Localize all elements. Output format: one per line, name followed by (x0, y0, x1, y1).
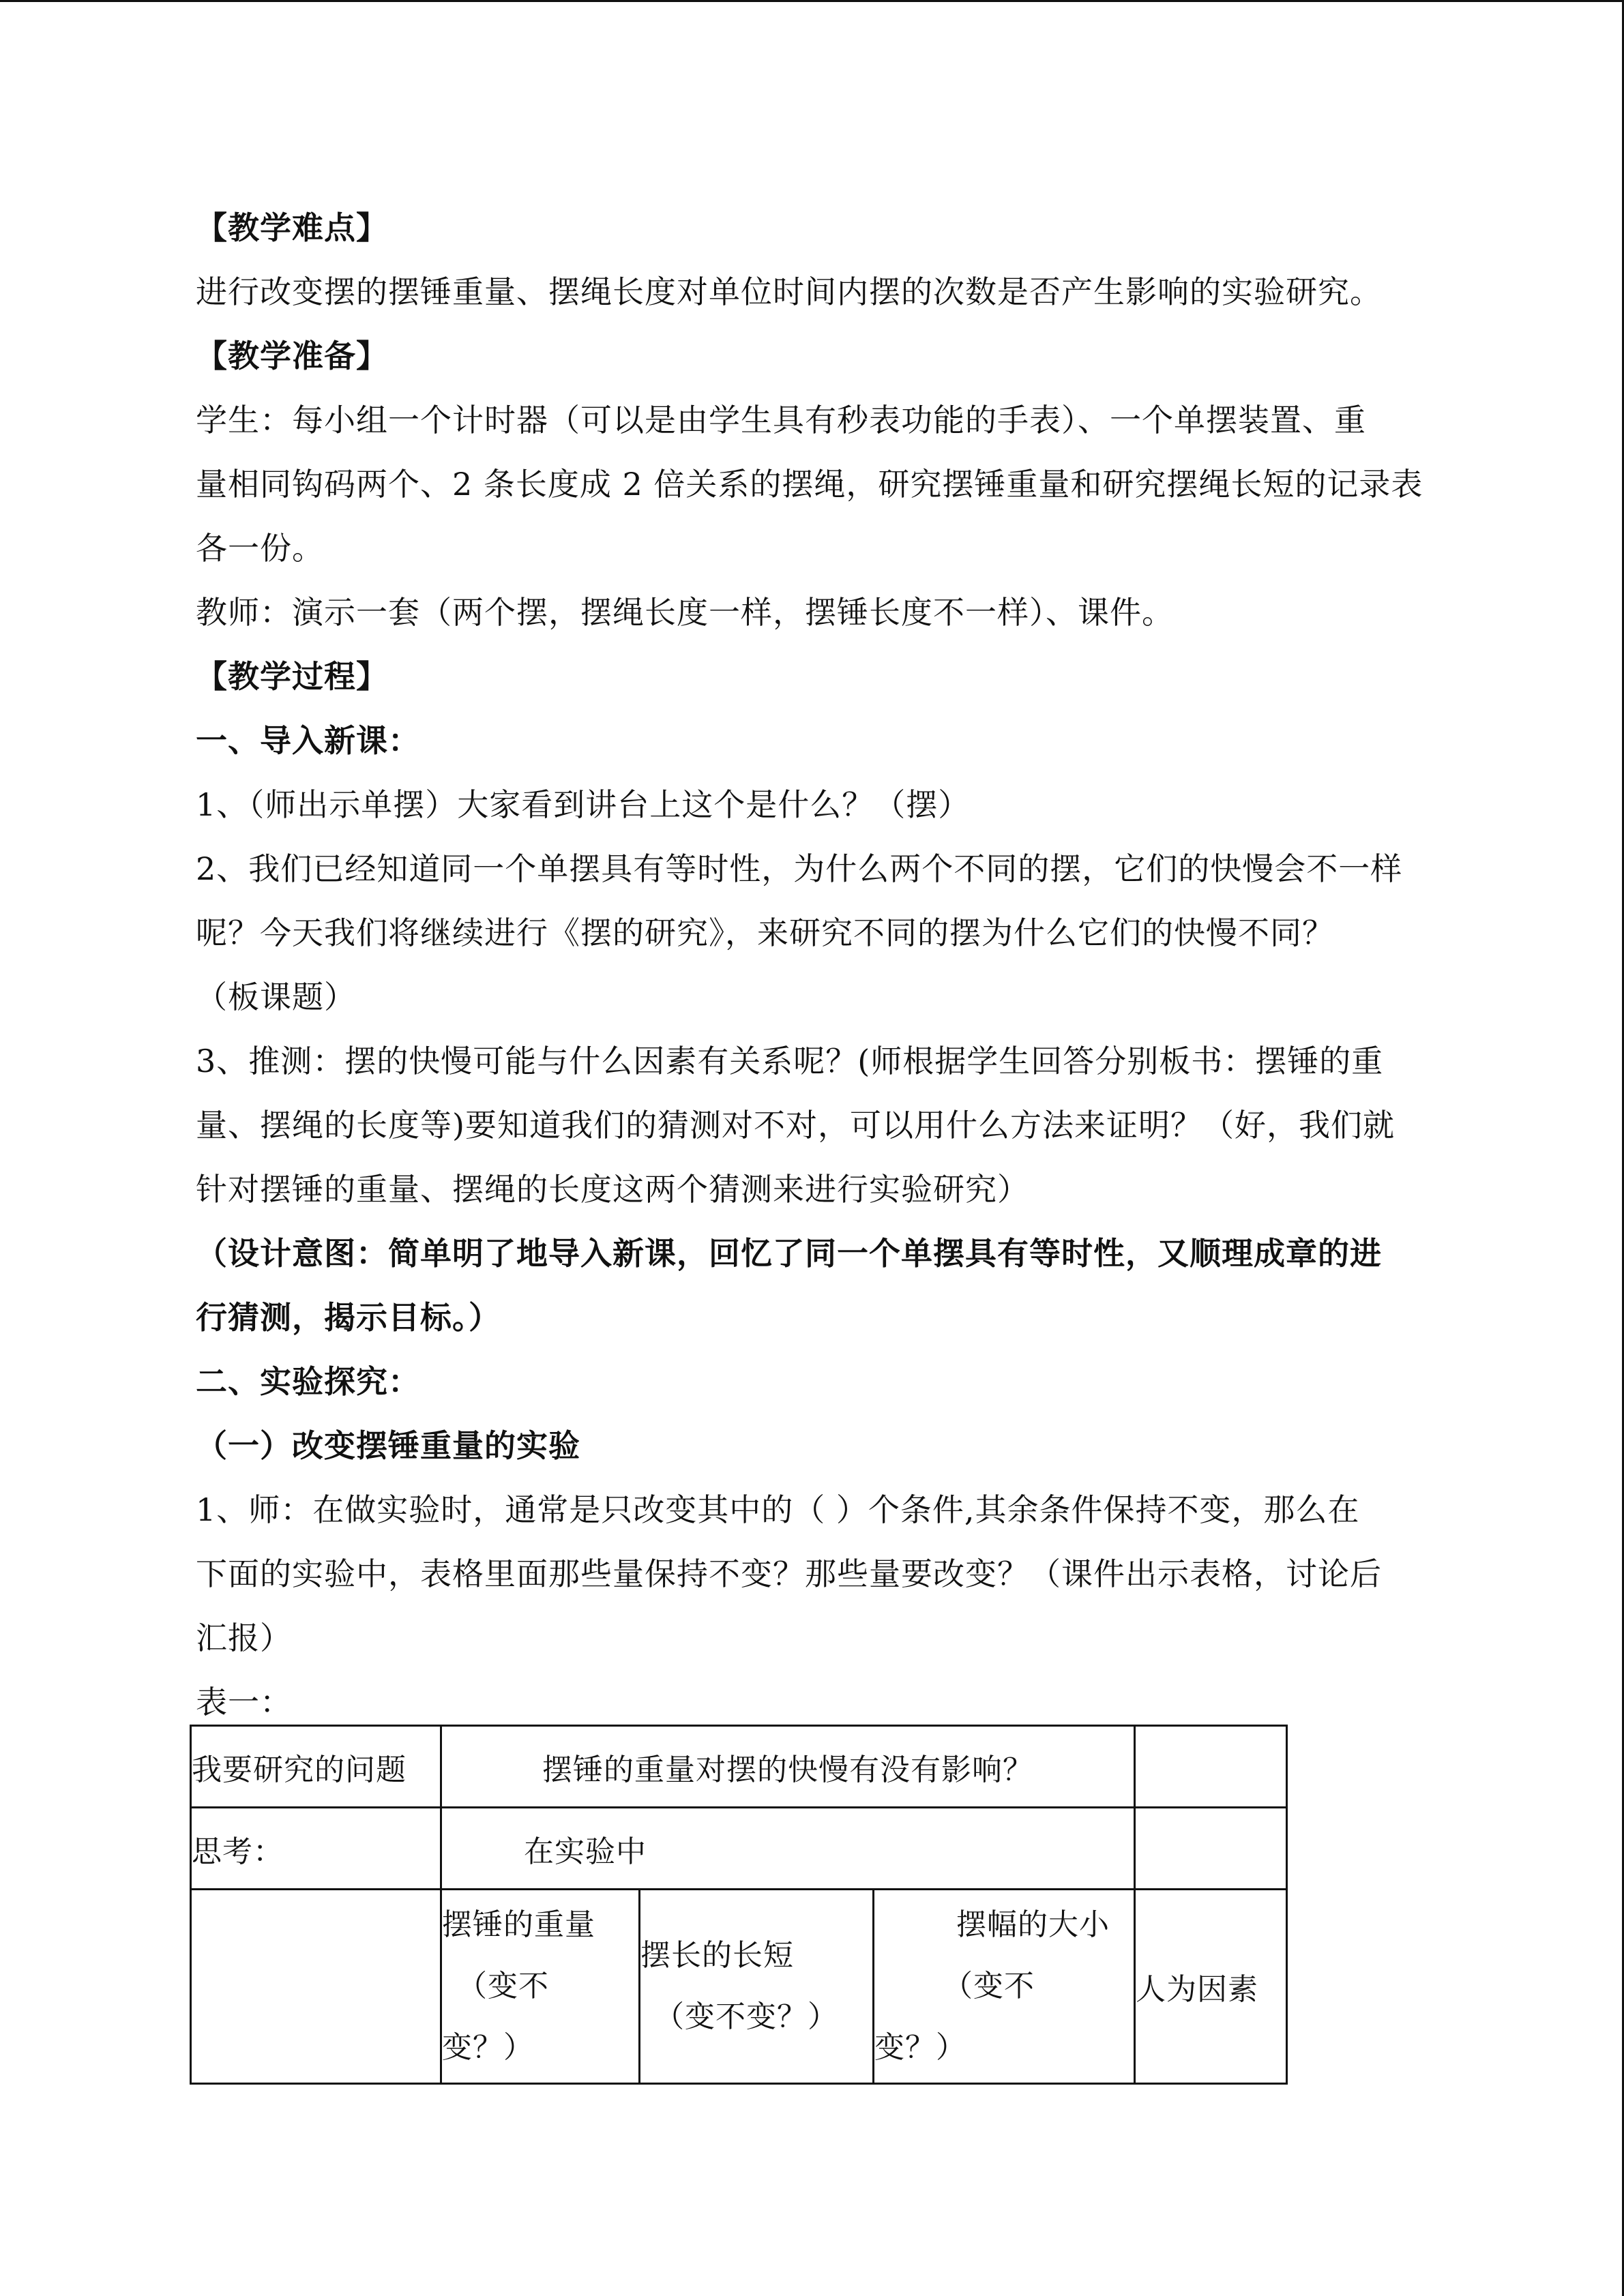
part1-item-3b: 量、摆绳的长度等)要知道我们的猜测对不对，可以用什么方法来证明？（好，我们就 (196, 1107, 1395, 1144)
part1-item-2a: 2、我们已经知道同一个单摆具有等时性，为什么两个不同的摆，它们的快慢会不一样 (196, 850, 1403, 887)
question-cell: 摆锤的重量对摆的快慢有没有影响？ (441, 1726, 1135, 1808)
length-header-line-1: 摆长的长短 (640, 1938, 794, 1973)
part1-item-1: 1、（师出示单摆）大家看到讲台上这个是什么？（摆） (196, 786, 971, 823)
amplitude-header-cell (874, 1890, 1135, 2084)
table-row (191, 1808, 1287, 1890)
amplitude-header-line-2: （变不 (943, 1969, 1035, 2003)
part1-item-2b: 呢？今天我们将继续进行《摆的研究》，来研究不同的摆为什么它们的快慢不同？ (196, 914, 1334, 951)
part1-heading: 一、导入新课： (196, 722, 420, 759)
part2-item-1a: 1、师：在做实验时，通常是只改变其中的（ ）个条件,其余条件保持不变，那么在 (196, 1491, 1360, 1528)
empty-cell (1135, 1808, 1287, 1890)
process-heading: 【教学过程】 (196, 658, 388, 695)
document-body (196, 196, 1458, 1734)
weight-header-line-1: 摆锤的重量 (442, 1907, 595, 1942)
experiment-table (190, 1725, 1288, 2085)
length-header-cell (640, 1890, 874, 2084)
thinking-label-cell: 思考： (191, 1808, 441, 1890)
page-top-border (0, 0, 1624, 2)
part1-item-2c: （板课题） (196, 979, 356, 1015)
weight-header-line-3: 变？） (442, 2030, 534, 2065)
design-note-b: 行猜测，揭示目标。） (196, 1299, 501, 1336)
amplitude-header-line-1: 摆幅的大小 (956, 1907, 1110, 1942)
weight-header-cell (441, 1890, 640, 2084)
prep-heading: 【教学准备】 (196, 338, 388, 374)
table-row (191, 1726, 1287, 1808)
design-note-a: （设计意图：简单明了地导入新课，回忆了同一个单摆具有等时性，又顺理成章的进 (196, 1235, 1382, 1272)
empty-cell (1135, 1726, 1287, 1808)
part2-item-1b: 下面的实验中，表格里面那些量保持不变？那些量要改变？（课件出示表格，讨论后 (196, 1555, 1382, 1592)
prep-student-line-2: 量相同钩码两个、2 条长度成 2 倍关系的摆绳，研究摆锤重量和研究摆绳长短的记录表 (196, 466, 1423, 503)
table-label: 表一： (196, 1684, 292, 1720)
part2-heading: 二、实验探究： (196, 1363, 420, 1400)
human-factor-cell: 人为因素 (1135, 1890, 1287, 2084)
part1-item-3a: 3、推测：摆的快慢可能与什么因素有关系呢？(师根据学生回答分别板书：摆锤的重 (196, 1043, 1384, 1079)
table-row (191, 1890, 1287, 2084)
thinking-cell: 在实验中 (441, 1808, 1135, 1890)
prep-student-line-1: 学生：每小组一个计时器（可以是由学生具有秒表功能的手表）、一个单摆装置、重 (196, 402, 1366, 438)
question-label-cell: 我要研究的问题 (191, 1726, 441, 1808)
part2-item-1c: 汇报） (196, 1620, 292, 1656)
empty-cell (191, 1890, 441, 2084)
part1-item-3c: 针对摆锤的重量、摆绳的长度这两个猜测来进行实验研究） (196, 1171, 1029, 1208)
length-header-line-2: （变不变？） (654, 1999, 838, 2034)
prep-teacher: 教师：演示一套（两个摆，摆绳长度一样，摆锤长度不一样）、课件。 (196, 594, 1174, 631)
prep-student-line-3: 各一份。 (196, 530, 324, 567)
amplitude-header-line-3: 变？） (874, 2030, 966, 2065)
part2-subheading: （一）改变摆锤重量的实验 (196, 1427, 580, 1464)
difficulty-heading: 【教学难点】 (196, 209, 388, 246)
difficulty-text: 进行改变摆的摆锤重量、摆绳长度对单位时间内摆的次数是否产生影响的实验研究。 (196, 273, 1382, 310)
weight-header-line-2: （变不 (457, 1969, 549, 2003)
